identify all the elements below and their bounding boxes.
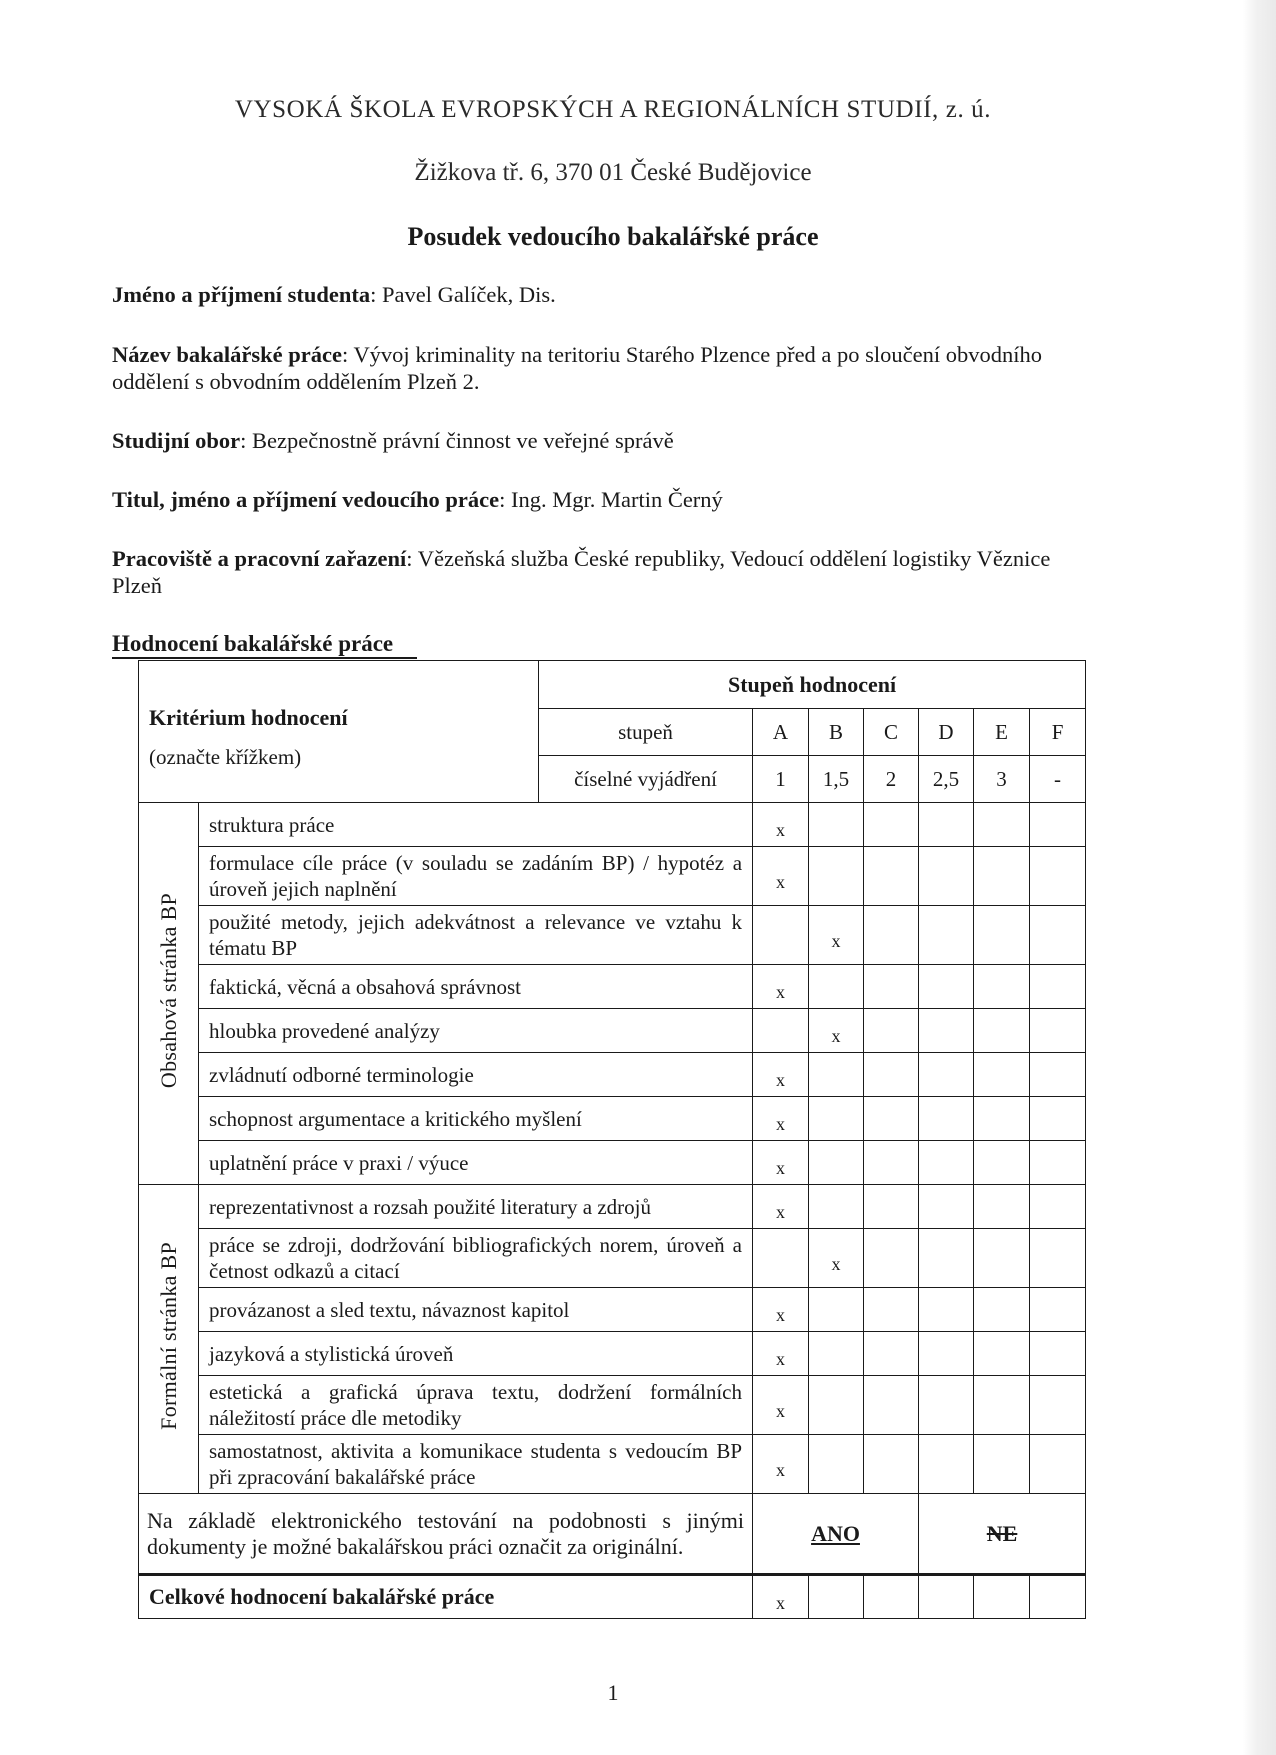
supervisor-label: Titul, jméno a příjmení vedoucího práce	[112, 487, 500, 512]
criterion-label: reprezentativnost a rozsah použité literatury a zdrojů	[199, 1185, 753, 1229]
grade-cell	[1030, 1332, 1086, 1376]
grade-cell	[809, 847, 864, 906]
grade-cell	[864, 1097, 919, 1141]
program-field	[112, 427, 1082, 454]
grade-cell	[974, 906, 1030, 965]
grade-cell	[864, 1376, 919, 1435]
grade-cell	[809, 1053, 864, 1097]
grade-cell	[753, 1229, 809, 1288]
grade-mark: x	[753, 1097, 809, 1141]
grade-cell	[809, 1141, 864, 1185]
grade-cell	[1030, 1097, 1086, 1141]
criterion-row	[139, 965, 1086, 1009]
grade-cell	[1030, 1009, 1086, 1053]
grade-cell	[974, 965, 1030, 1009]
student-label: Jméno a příjmení studenta	[112, 282, 371, 307]
grade-cell	[1030, 1435, 1086, 1494]
grade-letter: A	[753, 709, 809, 756]
evaluation-heading: Hodnocení bakalářské práce	[112, 631, 394, 656]
grade-numeric: 1	[753, 756, 809, 803]
formal-group-label: Formální stránka BP	[155, 1242, 181, 1430]
criterion-label: provázanost a sled textu, návaznost kapitol	[199, 1288, 753, 1332]
criterion-row	[139, 1435, 1086, 1494]
total-label: Celkové hodnocení bakalářské práce	[139, 1575, 753, 1619]
grade-numeric: -	[1030, 756, 1086, 803]
grade-cell	[919, 1575, 974, 1619]
grade-cell	[1030, 1053, 1086, 1097]
grade-cell	[1030, 1288, 1086, 1332]
grade-cell	[1030, 906, 1086, 965]
grade-numeric: 3	[974, 756, 1030, 803]
criterion-label: uplatnění práce v praxi / výuce	[199, 1141, 753, 1185]
grade-mark: x	[753, 965, 809, 1009]
grade-cell	[974, 1229, 1030, 1288]
criterion-header-cell	[139, 661, 539, 803]
grade-cell	[974, 1332, 1030, 1376]
grade-cell	[919, 847, 974, 906]
criterion-label: struktura práce	[199, 803, 753, 847]
criterion-row	[139, 1376, 1086, 1435]
grade-cell	[919, 1053, 974, 1097]
grade-cell	[864, 1141, 919, 1185]
grade-numeric: 2	[864, 756, 919, 803]
grade-cell	[974, 1009, 1030, 1053]
grade-mark: x	[753, 847, 809, 906]
grade-numeric: 2,5	[919, 756, 974, 803]
grade-cell	[974, 1288, 1030, 1332]
grade-cell	[1030, 847, 1086, 906]
grade-letter: B	[809, 709, 864, 756]
grade-cell	[864, 1185, 919, 1229]
grade-letter: C	[864, 709, 919, 756]
grade-cell	[809, 1332, 864, 1376]
criterion-label: zvládnutí odborné terminologie	[199, 1053, 753, 1097]
grade-cell	[1030, 1141, 1086, 1185]
content-group-label-cell	[139, 803, 199, 1185]
grade-cell	[974, 1575, 1030, 1619]
grade-cell	[753, 906, 809, 965]
grade-cell	[864, 1229, 919, 1288]
grade-cell	[864, 803, 919, 847]
grade-mark: x	[809, 1009, 864, 1053]
criterion-row	[139, 1009, 1086, 1053]
grade-cell	[864, 1288, 919, 1332]
evaluation-table	[138, 660, 1086, 1619]
grade-cell	[974, 1185, 1030, 1229]
grade-cell	[1030, 803, 1086, 847]
workplace-field	[112, 545, 1082, 599]
grade-cell	[1030, 965, 1086, 1009]
grade-numeric: 1,5	[809, 756, 864, 803]
grade-cell	[919, 1376, 974, 1435]
workplace-label: Pracoviště a pracovní zařazení	[112, 546, 407, 571]
thesis-field	[112, 341, 1082, 395]
grade-cell	[919, 1332, 974, 1376]
criterion-label: použité metody, jejich adekvátnost a relevance ve vztahu k tématu BP	[199, 906, 753, 965]
originality-yes: ANO	[753, 1494, 919, 1575]
thesis-label: Název bakalářské práce	[112, 342, 342, 367]
criterion-label: faktická, věcná a obsahová správnost	[199, 965, 753, 1009]
originality-no: NE	[919, 1494, 1086, 1575]
total-row	[139, 1575, 1086, 1619]
grade-cell	[1030, 1376, 1086, 1435]
criterion-row	[139, 1229, 1086, 1288]
grade-cell	[974, 1376, 1030, 1435]
criterion-header: Kritérium hodnocení	[149, 705, 348, 730]
grade-cell	[974, 803, 1030, 847]
grade-cell	[809, 1097, 864, 1141]
grade-cell	[974, 1435, 1030, 1494]
grade-cell	[919, 1141, 974, 1185]
thesis-value: : Vývoj kriminality na teritoriu Starého Plzence před a po sloučení obvodního oddělení s obvodním oddělením Plzeň 2.	[112, 342, 1043, 394]
grade-mark: x	[753, 1435, 809, 1494]
criterion-label: jazyková a stylistická úroveň	[199, 1332, 753, 1376]
grade-cell	[864, 847, 919, 906]
criterion-row	[139, 1332, 1086, 1376]
grade-cell	[919, 906, 974, 965]
grade-cell	[809, 1288, 864, 1332]
criterion-row	[139, 1288, 1086, 1332]
document-title: Posudek vedoucího bakalářské práce	[407, 222, 819, 251]
grade-cell	[919, 803, 974, 847]
scan-edge-shadow	[1243, 0, 1276, 1755]
grade-mark: x	[753, 803, 809, 847]
school-address: Žižkova tř. 6, 370 01 České Budějovice	[414, 159, 812, 186]
grade-mark: x	[753, 1141, 809, 1185]
criterion-label: estetická a grafická úprava textu, dodržení formálních náležitostí práce dle metodiky	[199, 1376, 753, 1435]
numeric-row-label: číselné vyjádření	[539, 756, 753, 803]
criterion-row	[139, 803, 1086, 847]
grade-cell	[809, 965, 864, 1009]
workplace-value: : Vězeňská služba České republiky, Vedoucí oddělení logistiky Věznice Plzeň	[112, 546, 1051, 598]
grade-mark: x	[753, 1376, 809, 1435]
evaluation-heading-underline	[112, 657, 417, 659]
grade-letter: D	[919, 709, 974, 756]
grade-cell	[864, 1332, 919, 1376]
grade-cell	[919, 1185, 974, 1229]
grade-cell	[1030, 1229, 1086, 1288]
grade-cell	[864, 965, 919, 1009]
grade-header: Stupeň hodnocení	[539, 661, 1086, 709]
program-value: : Bezpečnostně právní činnost ve veřejné správě	[240, 428, 674, 453]
originality-row	[139, 1494, 1086, 1575]
supervisor-field	[112, 486, 1082, 513]
grade-cell	[864, 906, 919, 965]
grade-mark: x	[753, 1053, 809, 1097]
grade-cell	[974, 847, 1030, 906]
grade-cell	[974, 1141, 1030, 1185]
page-number: 1	[607, 1680, 619, 1705]
criterion-label: schopnost argumentace a kritického myšlení	[199, 1097, 753, 1141]
grade-mark: x	[753, 1332, 809, 1376]
criterion-label: hloubka provedené analýzy	[199, 1009, 753, 1053]
grade-cell	[864, 1053, 919, 1097]
formal-group-label-cell	[139, 1185, 199, 1494]
originality-text: Na základě elektronického testování na podobnosti s jinými dokumenty je možné bakalářskou práci označit za originální.	[139, 1494, 753, 1575]
criterion-row	[139, 1185, 1086, 1229]
content-group-label: Obsahová stránka BP	[155, 892, 181, 1089]
grade-cell	[919, 965, 974, 1009]
criterion-label: samostatnost, aktivita a komunikace studenta s vedoucím BP při zpracování bakalářské práce	[199, 1435, 753, 1494]
student-value: : Pavel Galíček, Dis.	[370, 282, 556, 307]
grade-mark: x	[809, 906, 864, 965]
grade-mark: x	[753, 1288, 809, 1332]
grade-cell	[919, 1097, 974, 1141]
grade-cell	[1030, 1185, 1086, 1229]
criterion-row	[139, 847, 1086, 906]
criterion-note: (označte křížkem)	[149, 745, 302, 769]
criterion-row	[139, 1097, 1086, 1141]
grade-cell	[809, 1376, 864, 1435]
program-label: Studijní obor	[112, 428, 241, 453]
total-grade-mark: x	[753, 1575, 809, 1619]
grade-cell	[809, 1575, 864, 1619]
grade-row-label: stupeň	[539, 709, 753, 756]
grade-cell	[809, 1435, 864, 1494]
criterion-label: formulace cíle práce (v souladu se zadáním BP) / hypotéz a úroveň jejich naplnění	[199, 847, 753, 906]
grade-mark: x	[753, 1185, 809, 1229]
grade-mark: x	[809, 1229, 864, 1288]
school-name: VYSOKÁ ŠKOLA EVROPSKÝCH A REGIONÁLNÍCH STUDIÍ, z. ú.	[234, 96, 992, 123]
criterion-row	[139, 1141, 1086, 1185]
grade-cell	[919, 1435, 974, 1494]
criterion-label: práce se zdroji, dodržování bibliografických norem, úroveň a četnost odkazů a citací	[199, 1229, 753, 1288]
grade-cell	[809, 803, 864, 847]
grade-cell	[864, 1009, 919, 1053]
grade-cell	[864, 1575, 919, 1619]
grade-cell	[974, 1053, 1030, 1097]
grade-cell	[753, 1009, 809, 1053]
grade-letter: F	[1030, 709, 1086, 756]
grade-cell	[919, 1009, 974, 1053]
grade-cell	[1030, 1575, 1086, 1619]
supervisor-value: : Ing. Mgr. Martin Černý	[499, 487, 723, 512]
grade-cell	[809, 1185, 864, 1229]
grade-cell	[974, 1097, 1030, 1141]
student-field	[112, 281, 1082, 308]
criterion-row	[139, 906, 1086, 965]
grade-cell	[919, 1288, 974, 1332]
grade-letter: E	[974, 709, 1030, 756]
criterion-row	[139, 1053, 1086, 1097]
grade-cell	[864, 1435, 919, 1494]
grade-cell	[919, 1229, 974, 1288]
